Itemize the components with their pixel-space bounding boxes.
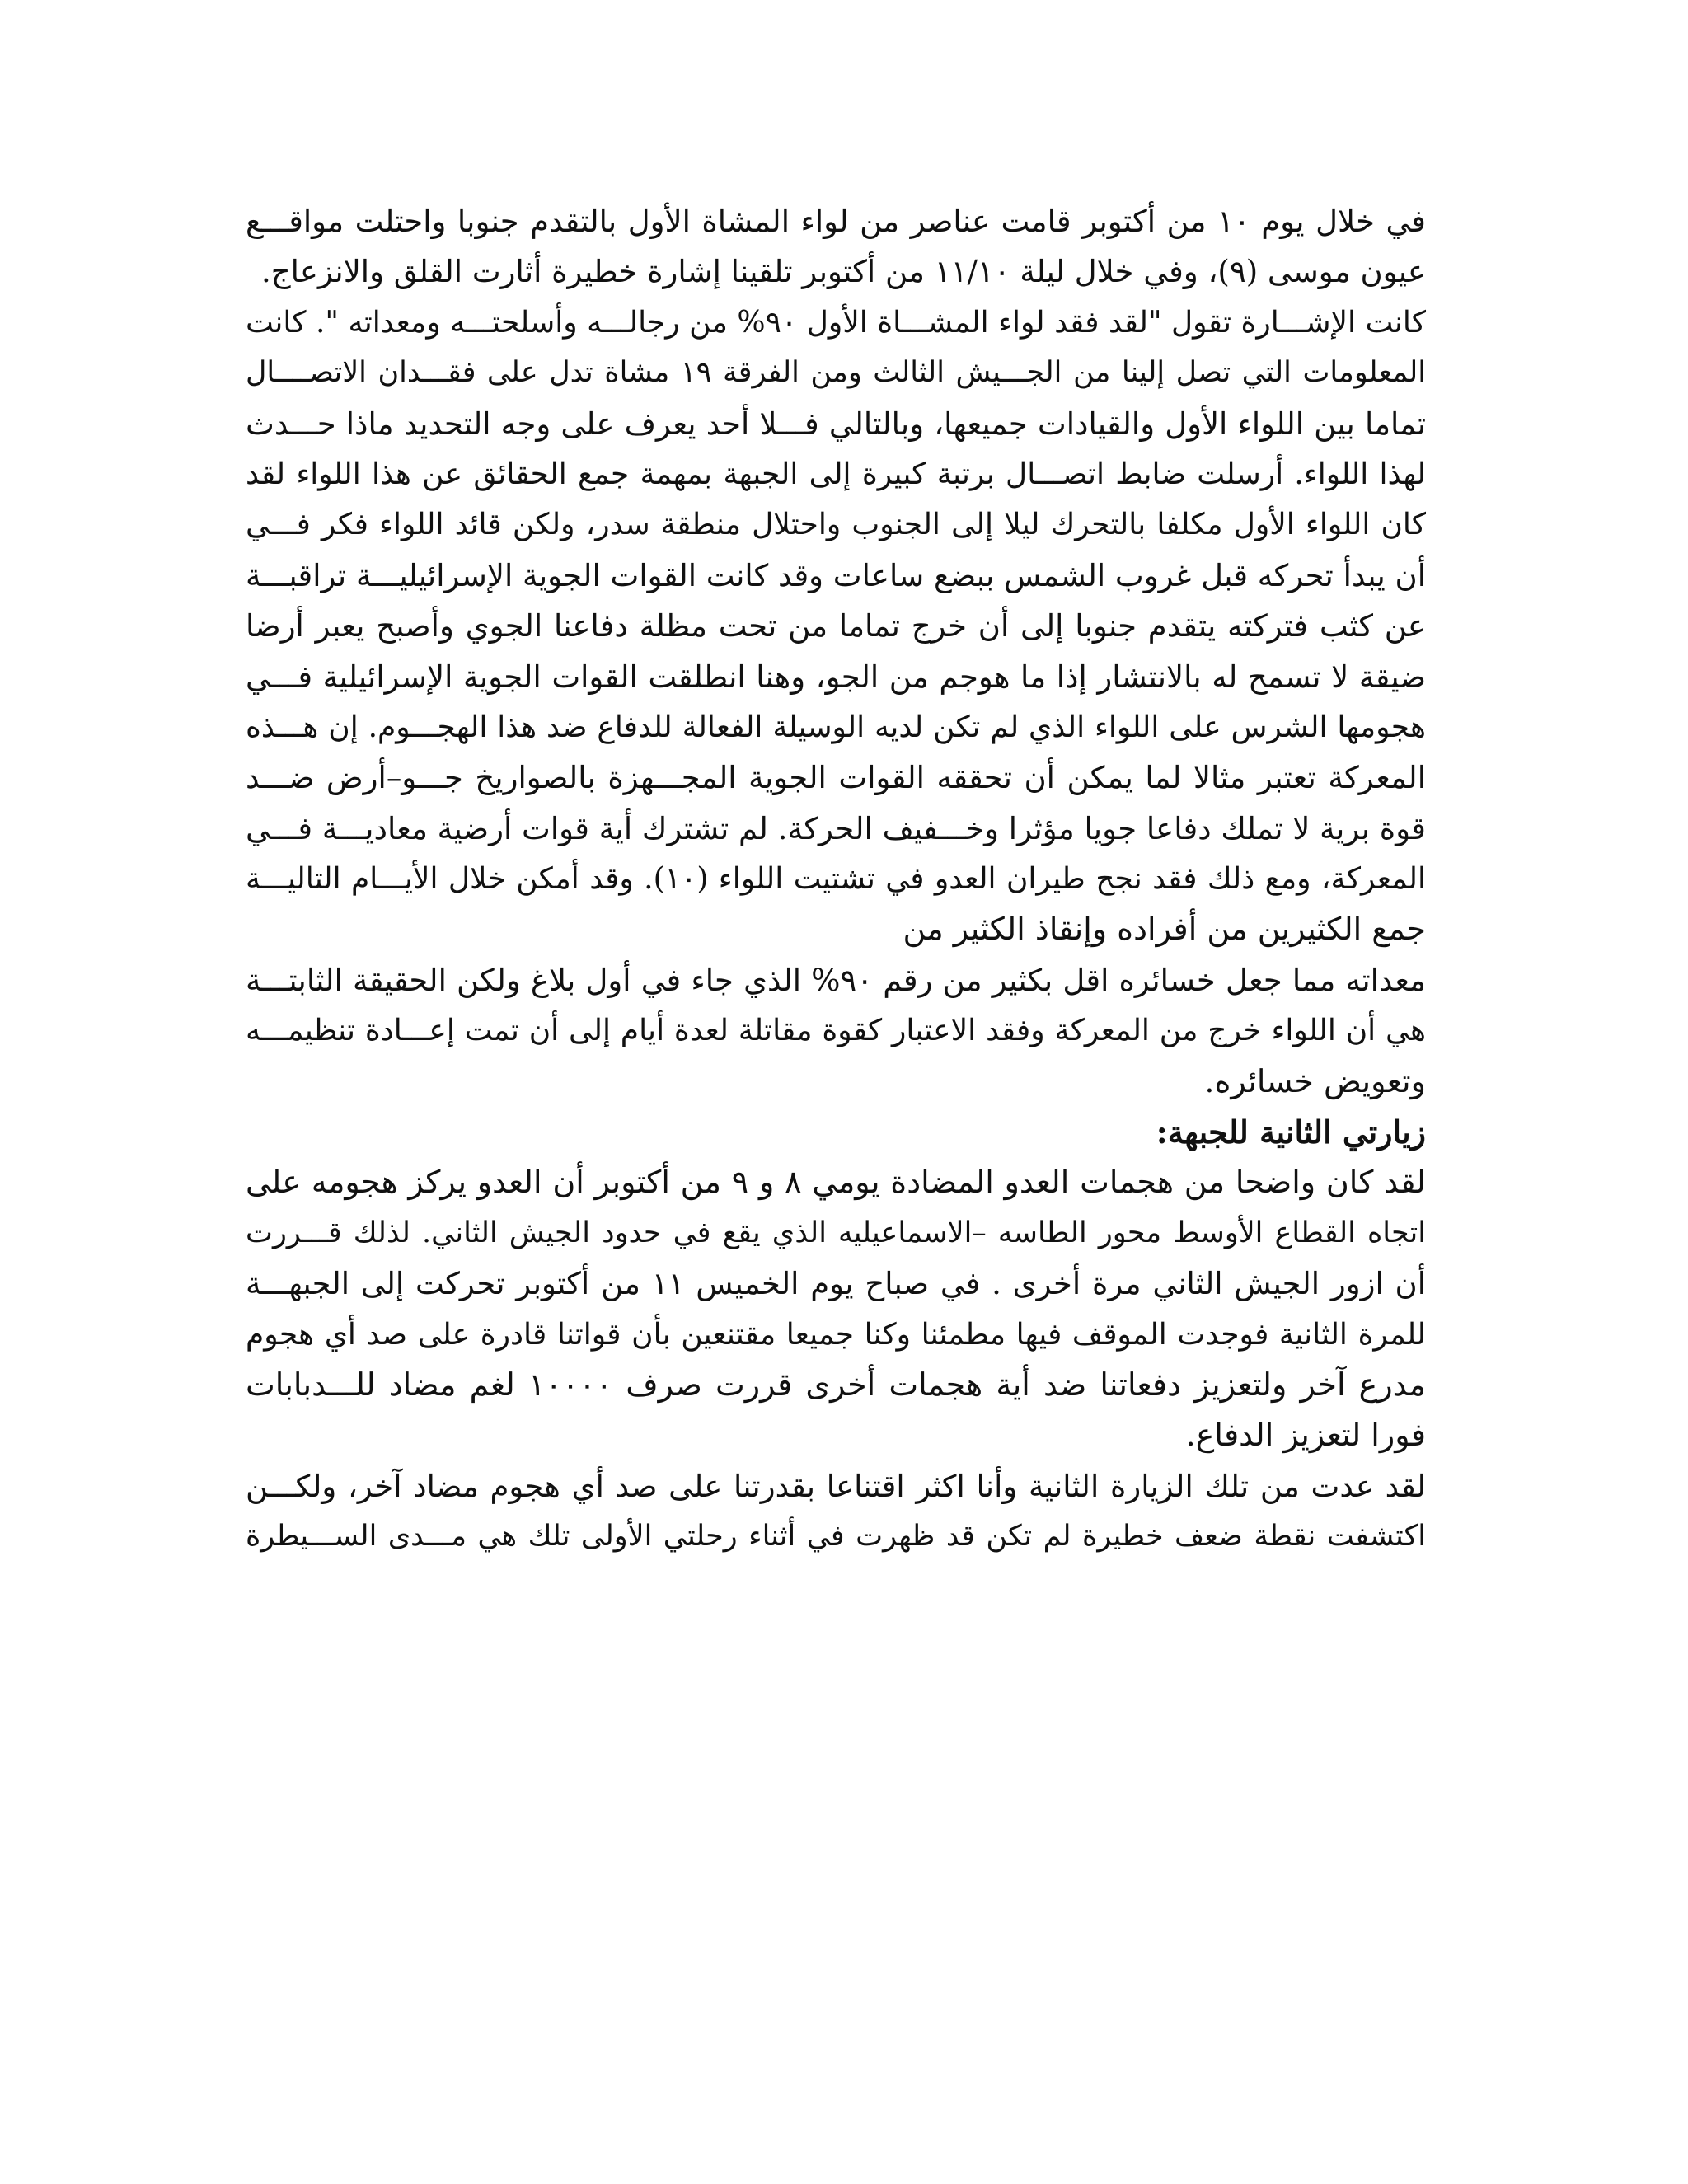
text-line: المعركة تعتبر مثالا لما يمكن أن تحققه القوات الجوية المجـــهزة بالصواريخ جـــو–أرض ضـــد — [246, 760, 1426, 796]
body-text — [246, 196, 1426, 1563]
text-line: معداته مما جعل خسائره اقل بكثير من رقم ٩٠% الذي جاء في أول بلاغ ولكن الحقيقة الثابتـــة — [246, 962, 1426, 998]
section-heading: زيارتي الثانية للجبهة: — [1156, 1113, 1426, 1151]
text-line: عن كثب فتركته يتقدم جنوبا إلى أن خرج تماما من تحت مظلة دفاعنا الجوي وأصبح يعبر أرضا — [246, 608, 1426, 644]
text-line: تماما بين اللواء الأول والقيادات جميعها، وبالتالي فـــلا أحد يعرف على وجه التحديد ماذا حـــدث — [246, 405, 1426, 442]
text-line: هجومها الشرس على اللواء الذي لم تكن لديه الوسيلة الفعالة للدفاع ضد هذا الهجـــوم. إن هـــذه — [246, 710, 1426, 744]
text-line: اتجاه القطاع الأوسط محور الطاسه –الاسماعيليه الذي يقع في حدود الجيش الثاني. لذلك قـــررت — [246, 1216, 1426, 1249]
text-line: في خلال يوم ١٠ من أكتوبر قامت عناصر من لواء المشاة الأول بالتقدم جنوبا واحتلت مواقـــع — [246, 204, 1426, 239]
text-line: هي أن اللواء خرج من المعركة وفقد الاعتبار كقوة مقاتلة لعدة أيام إلى أن تمت إعـــادة تنظيمـــه — [246, 1014, 1426, 1048]
text-line: أن يبدأ تحركه قبل غروب الشمس ببضع ساعات وقد كانت القوات الجوية الإسرائيليـــة تراقبـــة — [246, 557, 1426, 593]
text-line: عيون موسى (٩)، وفي خلال ليلة ١١/١٠ من أكتوبر تلقينا إشارة خطيرة أثارت القلق والانزعاج. — [260, 254, 1426, 290]
text-line: مدرع آخر ولتعزيز دفعاتنا ضد أية هجمات أخرى قررت صرف ١٠٠٠٠ لغم مضاد للـــدبابات — [246, 1366, 1426, 1403]
text-line: ضيقة لا تسمح له بالانتشار إذا ما هوجم من الجو، وهنا انطلقت القوات الجوية الإسرائيلية فـــي — [246, 658, 1426, 695]
text-line: اكتشفت نقطة ضعف خطيرة لم تكن قد ظهرت في أثناء رحلتي الأولى تلك هي مـــدى الســـيطرة — [246, 1520, 1426, 1554]
text-line: لقد عدت من تلك الزيارة الثانية وأنا اكثر اقتناعا بقدرتنا على صد أي هجوم مضاد آخر، ولكـــن — [246, 1468, 1426, 1504]
text-line: قوة برية لا تملك دفاعا جويا مؤثرا وخـــفيف الحركة. لم تشترك أية قوات أرضية معاديـــة فـــي — [246, 810, 1426, 846]
text-line: فورا لتعزيز الدفاع. — [1185, 1417, 1426, 1454]
text-line: كانت الإشـــارة تقول "لقد فقد لواء المشـــاة الأول ٩٠% من رجالـــه وأسلحتـــه ومعداته ". كانت — [246, 305, 1426, 340]
text-line: كان اللواء الأول مكلفا بالتحرك ليلا إلى الجنوب واحتلال منطقة سدر، ولكن قائد اللواء فكر فـــي — [246, 508, 1426, 542]
text-line: المعركة، ومع ذلك فقد نجح طيران العدو في تشتيت اللواء (١٠). وقد أمكن خلال الأيـــام التاليـــة — [246, 862, 1427, 897]
text-line: لهذا اللواء. أرسلت ضابط اتصـــال برتبة كبيرة إلى الجبهة بمهمة جمع الحقائق عن هذا اللواء لقد — [246, 457, 1426, 491]
text-line: وتعويض خسائره. — [1204, 1062, 1426, 1099]
text-line: لقد كان واضحا من هجمات العدو المضادة يومي ٨ و ٩ من أكتوبر أن العدو يركز هجومه على — [246, 1164, 1426, 1201]
text-line: جمع الكثيرين من أفراده وإنقاذ الكثير من — [903, 911, 1426, 948]
text-line: المعلومات التي تصل إلينا من الجـــيش الثالث ومن الفرقة ١٩ مشاة تدل على فقـــدان الاتصــــال — [246, 356, 1426, 390]
text-line: للمرة الثانية فوجدت الموقف فيها مطمئنا وكنا جميعا مقتنعين بأن قواتنا قادرة على صد أي هجوم — [246, 1317, 1426, 1352]
text-line: أن ازور الجيش الثاني مرة أخرى . في صباح يوم الخميس ١١ من أكتوبر تحركت إلى الجبهـــة — [246, 1266, 1426, 1302]
